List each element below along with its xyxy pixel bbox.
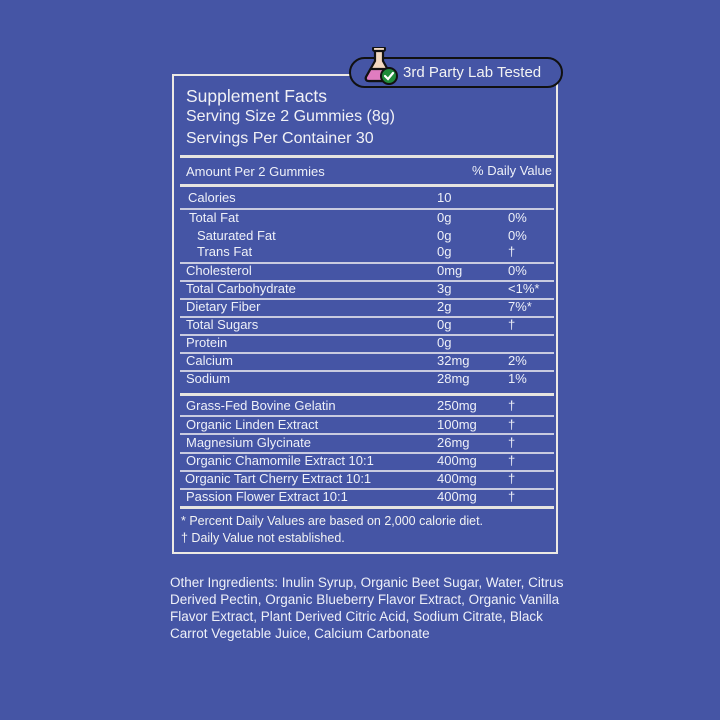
table-row: Protein 0g	[186, 335, 452, 350]
table-row: Dietary Fiber 2g 7%*	[186, 299, 532, 314]
footnote-not-established: † Daily Value not established.	[181, 531, 345, 545]
table-row: Trans Fat 0g †	[197, 244, 516, 259]
servings-per-container: Servings Per Container 30	[186, 130, 374, 147]
panel-title: Supplement Facts	[186, 86, 328, 106]
table-row: Passion Flower Extract 10:1 400mg †	[186, 489, 516, 504]
daily-value-header: % Daily Value	[472, 163, 552, 178]
table-row: Grass-Fed Bovine Gelatin 250mg †	[186, 398, 516, 413]
table-row: Organic Tart Cherry Extract 10:1 400mg †	[185, 471, 516, 486]
lab-tested-badge	[349, 57, 563, 88]
table-row: Sodium 28mg 1%	[186, 371, 527, 386]
table-row: Total Carbohydrate 3g <1%*	[186, 281, 540, 296]
table-row: Cholesterol 0mg 0%	[186, 263, 527, 278]
divider	[180, 184, 554, 187]
table-row: Calcium 32mg 2%	[186, 353, 527, 368]
badge-label: 3rd Party Lab Tested	[403, 64, 542, 81]
table-row-calories: Calories 10	[188, 190, 452, 205]
table-row: Organic Chamomile Extract 10:1 400mg †	[186, 453, 516, 468]
footnote-daily-values: * Percent Daily Values are based on 2,000 calorie diet.	[181, 514, 484, 528]
amount-header: Amount Per 2 Gummies	[186, 164, 325, 179]
table-row: Magnesium Glycinate 26mg †	[186, 435, 516, 450]
table-row: Total Fat 0g 0%	[189, 210, 527, 225]
lab-flask-check-icon	[361, 47, 401, 87]
serving-size: Serving Size 2 Gummies (8g)	[186, 108, 395, 125]
table-row: Organic Linden Extract 100mg †	[186, 417, 516, 432]
divider	[180, 393, 554, 396]
table-row: Total Sugars 0g †	[186, 317, 516, 332]
divider	[180, 506, 554, 509]
table-row: Saturated Fat 0g 0%	[197, 228, 527, 243]
other-ingredients: Other Ingredients: Inulin Syrup, Organic Beet Sugar, Water, Citrus Derived Pectin, Organic Blueberry Flavor Extract, Organic Vanilla Flavor Extract, Plant Derived Citric Acid, Sodium Citrate, Black Carrot Vegetable Juice, Calcium Carbonate	[170, 575, 564, 641]
divider	[180, 155, 554, 158]
